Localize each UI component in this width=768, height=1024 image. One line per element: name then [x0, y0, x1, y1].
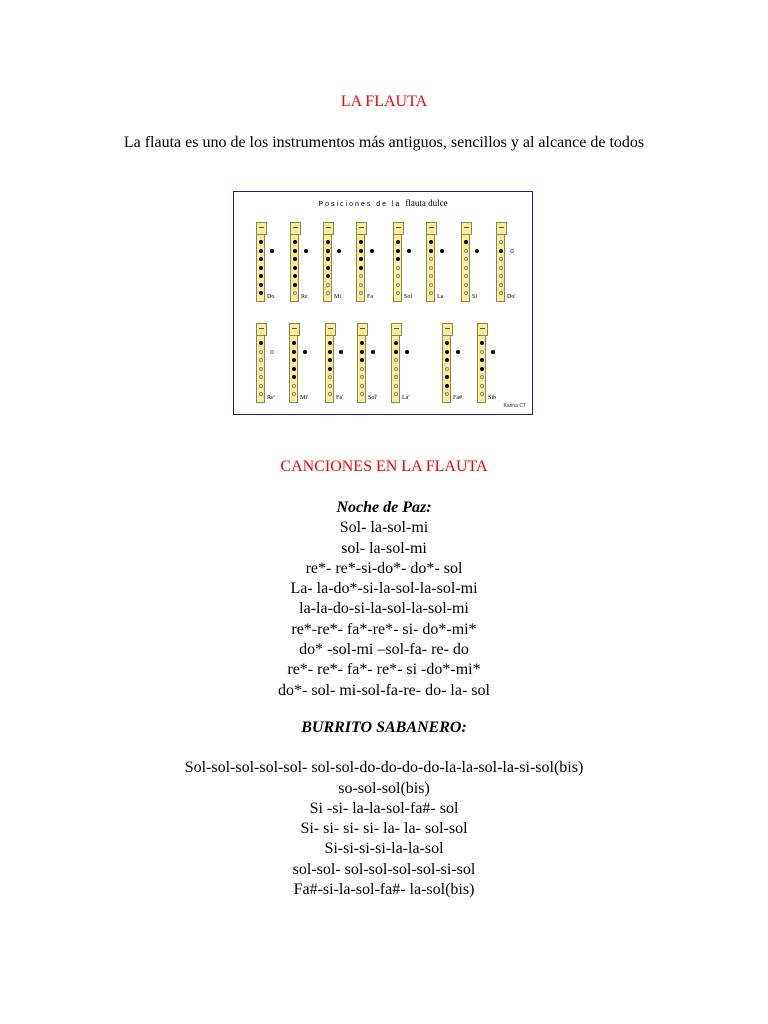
chart-title — [234, 198, 532, 208]
note-label: La — [437, 294, 444, 300]
closed-hole — [396, 249, 400, 253]
note-label: Sib — [488, 395, 497, 401]
closed-hole — [292, 350, 296, 354]
closed-hole — [328, 350, 332, 354]
thumb-hole — [304, 249, 308, 253]
song-line: Si- si- si- si- la- la- sol-sol — [300, 820, 468, 838]
open-hole — [480, 384, 484, 388]
closed-hole — [292, 358, 296, 362]
closed-hole — [359, 249, 363, 253]
closed-hole — [394, 350, 398, 354]
note-label: Si — [472, 294, 478, 300]
closed-hole — [396, 257, 400, 261]
closed-hole — [326, 257, 330, 261]
closed-hole — [259, 283, 263, 287]
open-hole — [429, 257, 433, 261]
flute-diagram — [256, 323, 265, 403]
open-hole — [360, 392, 364, 396]
closed-hole — [445, 375, 449, 379]
song-line: Si -si- la-la-sol-fa#- sol — [309, 799, 459, 817]
song-line: Fa#-si-la-sol-fa#- la-sol(bis) — [293, 881, 475, 899]
open-hole — [359, 274, 363, 278]
closed-hole — [259, 240, 263, 244]
closed-hole — [293, 249, 297, 253]
closed-hole — [293, 266, 297, 270]
song-noche-de-paz — [0, 498, 768, 701]
closed-hole — [292, 341, 296, 345]
open-hole — [292, 384, 296, 388]
song-title: BURRITO SABANERO: — [301, 719, 467, 736]
song-line: sol-sol- sol-sol-sol-sol-si-sol — [292, 860, 476, 878]
note-label: Mi' — [300, 395, 309, 401]
open-hole — [429, 291, 433, 295]
flute-diagram — [442, 323, 451, 403]
open-hole — [292, 392, 296, 396]
open-hole — [445, 392, 449, 396]
thumb-hole — [491, 350, 495, 354]
closed-hole — [328, 341, 332, 345]
flute-diagram — [325, 323, 334, 403]
closed-hole — [360, 341, 364, 345]
open-hole — [480, 392, 484, 396]
flute-diagram — [496, 222, 505, 302]
closed-hole — [328, 358, 332, 362]
closed-hole — [394, 341, 398, 345]
open-hole — [429, 283, 433, 287]
open-hole — [499, 274, 503, 278]
chart-credit: Karina CT — [503, 403, 526, 409]
flute-diagram — [357, 323, 366, 403]
closed-hole — [326, 274, 330, 278]
closed-hole — [359, 257, 363, 261]
open-hole — [464, 257, 468, 261]
song-line: Sol- la-sol-mi — [339, 519, 429, 537]
closed-hole — [293, 274, 297, 278]
closed-hole — [259, 266, 263, 270]
closed-hole — [396, 240, 400, 244]
song-line: sol- la-sol-mi — [341, 539, 427, 557]
open-hole — [326, 291, 330, 295]
open-hole — [480, 375, 484, 379]
note-label: Fa — [367, 294, 373, 300]
open-hole — [359, 283, 363, 287]
open-hole — [328, 375, 332, 379]
song-lines — [0, 758, 768, 900]
open-hole — [464, 283, 468, 287]
thumb-hole — [303, 350, 307, 354]
song-line: re*- re*- fa*- re*- si -do*-mi* — [287, 661, 481, 679]
flute-diagram — [426, 222, 435, 302]
closed-hole — [360, 358, 364, 362]
open-hole — [360, 375, 364, 379]
closed-hole — [429, 249, 433, 253]
note-label: Sol — [404, 294, 413, 300]
thumb-hole — [405, 350, 409, 354]
open-hole — [396, 291, 400, 295]
open-hole — [359, 291, 363, 295]
open-hole — [394, 392, 398, 396]
song-title: Noche de Paz: — [336, 499, 432, 516]
intro-paragraph: La flauta es uno de los instrumentos más antiguos, sencillos y al alcance de todos — [123, 134, 645, 151]
closed-hole — [293, 283, 297, 287]
thumb-hole — [370, 249, 374, 253]
open-hole — [445, 367, 449, 371]
thumb-hole — [337, 249, 341, 253]
note-label: Fa' — [336, 395, 344, 401]
note-label: Fa# — [453, 395, 462, 401]
song-line: do*- sol- mi-sol-fa-re- do- la- sol — [278, 681, 490, 699]
thumb-hole — [510, 249, 514, 253]
open-hole — [429, 266, 433, 270]
open-hole — [499, 291, 503, 295]
thumb-hole — [407, 249, 411, 253]
flute-diagram — [393, 222, 402, 302]
open-hole — [480, 350, 484, 354]
song-line: La- la-do*-si-la-sol-la-sol-mi — [290, 580, 478, 598]
open-hole — [328, 392, 332, 396]
thumb-hole — [440, 249, 444, 253]
open-hole — [499, 283, 503, 287]
open-hole — [499, 240, 503, 244]
thumb-hole — [475, 249, 479, 253]
open-hole — [259, 384, 263, 388]
closed-hole — [326, 249, 330, 253]
closed-hole — [259, 257, 263, 261]
open-hole — [464, 291, 468, 295]
closed-hole — [480, 367, 484, 371]
note-label: Re — [301, 294, 308, 300]
open-hole — [259, 350, 263, 354]
open-hole — [326, 283, 330, 287]
page-title: LA FLAUTA — [340, 93, 428, 110]
flute-diagram — [391, 323, 400, 403]
open-hole — [464, 249, 468, 253]
chart-title-plain: flauta dulce — [405, 198, 448, 208]
open-hole — [429, 274, 433, 278]
closed-hole — [359, 266, 363, 270]
song-burrito-sabanero — [0, 718, 768, 900]
closed-hole — [480, 341, 484, 345]
note-label: Do — [267, 294, 275, 300]
closed-hole — [293, 240, 297, 244]
closed-hole — [259, 249, 263, 253]
note-label: Re' — [267, 395, 275, 401]
open-hole — [360, 367, 364, 371]
open-hole — [499, 257, 503, 261]
open-hole — [394, 358, 398, 362]
song-line: re*-re*- fa*-re*- si- do*-mi* — [291, 620, 477, 638]
open-hole — [360, 384, 364, 388]
song-line: Sol-sol-sol-sol-sol- sol-sol-do-do-do-do-la-la-sol-la-si-sol(bis) — [184, 759, 584, 777]
open-hole — [293, 291, 297, 295]
note-label: La' — [402, 395, 410, 401]
open-hole — [259, 375, 263, 379]
flute-diagram — [289, 323, 298, 403]
song-line: la-la-do-si-la-sol-la-sol-mi — [299, 600, 469, 618]
closed-hole — [328, 367, 332, 371]
open-hole — [499, 266, 503, 270]
closed-hole — [360, 350, 364, 354]
closed-hole — [259, 341, 263, 345]
open-hole — [396, 266, 400, 270]
closed-hole — [445, 341, 449, 345]
song-lines — [0, 518, 768, 701]
flute-diagram — [323, 222, 332, 302]
closed-hole — [259, 274, 263, 278]
open-hole — [394, 375, 398, 379]
flute-diagram — [356, 222, 365, 302]
chart-title-spaced: Posiciones de la — [318, 201, 402, 208]
open-hole — [259, 358, 263, 362]
closed-hole — [429, 240, 433, 244]
thumb-hole — [339, 350, 343, 354]
flute-fingering-chart-image — [233, 191, 533, 415]
closed-hole — [464, 240, 468, 244]
song-line: so-sol-sol(bis) — [338, 779, 430, 797]
flute-diagram — [477, 323, 486, 403]
open-hole — [396, 274, 400, 278]
songs-section-title: CANCIONES EN LA FLAUTA — [280, 458, 488, 475]
closed-hole — [293, 257, 297, 261]
closed-hole — [359, 240, 363, 244]
open-hole — [464, 274, 468, 278]
open-hole — [259, 392, 263, 396]
closed-hole — [445, 358, 449, 362]
closed-hole — [292, 367, 296, 371]
open-hole — [328, 384, 332, 388]
closed-hole — [259, 291, 263, 295]
note-label: Do' — [507, 294, 516, 300]
closed-hole — [292, 375, 296, 379]
song-line: Si-si-si-si-la-la-sol — [324, 840, 444, 858]
open-hole — [464, 266, 468, 270]
open-hole — [396, 283, 400, 287]
note-label: Mi — [334, 294, 342, 300]
closed-hole — [445, 350, 449, 354]
open-hole — [394, 367, 398, 371]
flute-diagram — [256, 222, 265, 302]
thumb-hole — [270, 249, 274, 253]
closed-hole — [480, 358, 484, 362]
note-label: Sol' — [368, 395, 378, 401]
thumb-hole — [371, 350, 375, 354]
thumb-hole — [456, 350, 460, 354]
open-hole — [259, 367, 263, 371]
closed-hole — [326, 266, 330, 270]
closed-hole — [326, 240, 330, 244]
song-line: re*- re*-si-do*- do*- sol — [305, 559, 463, 577]
flute-diagram — [290, 222, 299, 302]
flute-diagram — [461, 222, 470, 302]
song-line: do* -sol-mi –sol-fa- re- do — [299, 641, 469, 659]
thumb-hole — [270, 350, 274, 354]
open-hole — [394, 384, 398, 388]
closed-hole — [445, 384, 449, 388]
closed-hole — [499, 249, 503, 253]
